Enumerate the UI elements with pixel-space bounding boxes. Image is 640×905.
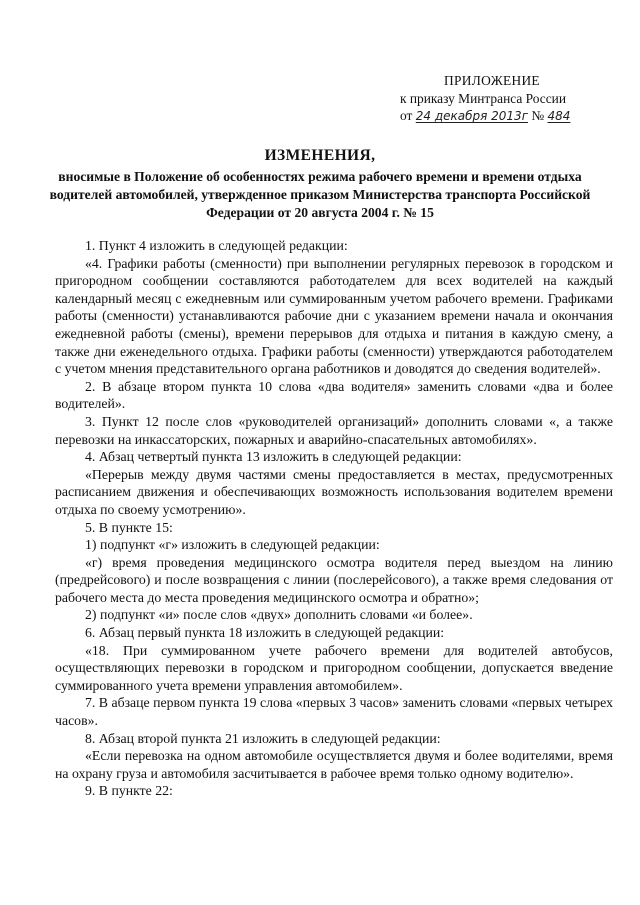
paragraph-13: 7. В абзаце первом пункта 19 слова «первых 3 часов» заменить словами «первых четырех часов». [55, 695, 613, 729]
appendix-date-row [390, 107, 620, 126]
appendix-title: ПРИЛОЖЕНИЕ [444, 73, 540, 88]
document-body [55, 237, 613, 800]
paragraph-5: 4. Абзац четвертый пункта 13 изложить в следующей редакции: [85, 449, 462, 465]
paragraph-3: 2. В абзаце втором пункта 10 слова «два водителя» заменить словами «два и более водителей». [55, 378, 613, 412]
paragraph-14: 8. Абзац второй пункта 21 изложить в следующей редакции: [85, 730, 441, 746]
paragraph-9: «г) время проведения медицинского осмотра водителя перед выездом на линию (предрейсового) и после возвращения с линии (послерейсового), а также время следования от рабочего места до места проведения медицинского осмотра и обратно»; [55, 554, 613, 605]
paragraph-1: 1. Пункт 4 изложить в следующей редакции: [85, 238, 348, 253]
paragraph-8: 1) подпункт «г» изложить в следующей редакции: [85, 537, 380, 553]
date-prefix: от [400, 108, 413, 123]
paragraph-12: «18. При суммированном учете рабочего времени для водителей автобусов, осуществляющих перевозки в городском и пригородном сообщении, допускается введение суммированного учета времени управления автомобилем». [55, 642, 613, 693]
handwritten-date: 24 декабря 2013г [415, 109, 528, 123]
document-title: ИЗМЕНЕНИЯ, [264, 147, 376, 164]
document-subtitle: вносимые в Положение об особенностях режима рабочего времени и времени отдыха водителей автомобилей, утвержденное приказом Министерства транспорта Российской Федерации от 20 августа 2004 г. № 15 [49, 169, 591, 221]
paragraph-15: «Если перевозка на одном автомобиле осуществляется двумя и более водителями, время на охрану груза и автомобиля засчитывается в рабочее время только одному водителю». [55, 748, 613, 781]
paragraph-6: «Перерыв между двумя частями смены предоставляется в местах, предусмотренных расписанием движения и обеспечивающих возможность использования водителем времени отдыха по своему усмотрению». [55, 466, 613, 517]
handwritten-number: 484 [547, 109, 571, 123]
paragraph-7: 5. В пункте 15: [85, 519, 173, 535]
paragraph-11: 6. Абзац первый пункта 18 изложить в следующей редакции: [85, 625, 445, 641]
number-prefix: № [531, 108, 545, 123]
paragraph-16: 9. В пункте 22: [85, 783, 173, 799]
appendix-block [390, 72, 620, 126]
paragraph-2: «4. Графики работы (сменности) при выполнении регулярных перевозок в городском и пригородном сообщении составляются работодателем для всех водителей на каждый календарный месяц с ежедневным или суммированным учетом рабочего времени. Графиками работы (сменности) устанавливаются рабочие дни с указанием времени начала и окончания ежедневной работы (смены), времени перерывов для отдыха и питания в каждую смену, а также дни еженедельного отдыха. Графики работы (сменности) утверждаются работодателем с учетом мнения представительного органа работников и доводятся до сведения водителей». [55, 255, 613, 377]
paragraph-10: 2) подпункт «и» после слов «двух» дополнить словами «и более». [85, 607, 473, 623]
paragraph-4: 3. Пункт 12 после слов «руководителей организаций» дополнить словами «, а также перевозки на инкассаторских, пожарных и аварийно-спасательных автомобилях». [55, 413, 613, 447]
appendix-order-line: к приказу Минтранса России [400, 90, 566, 106]
